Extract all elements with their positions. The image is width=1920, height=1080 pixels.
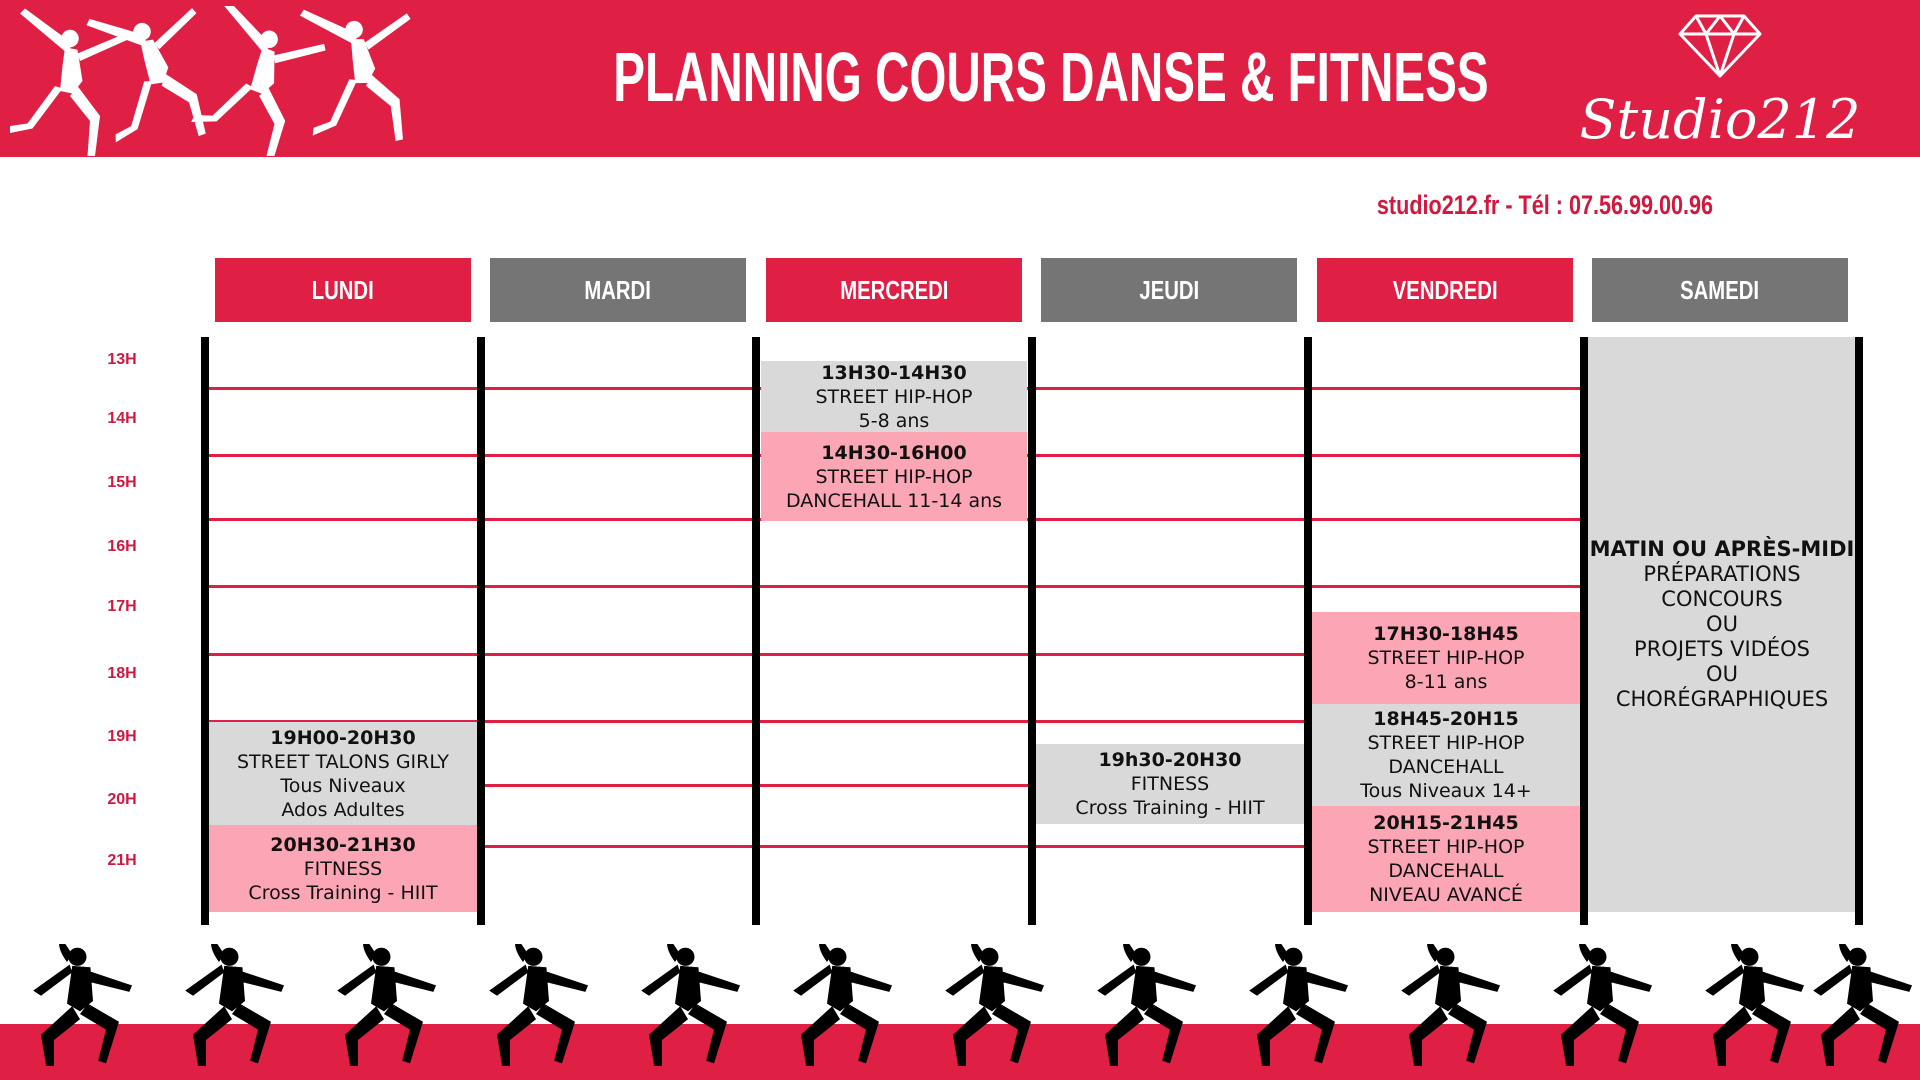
class-block: 20H15-21H45 STREET HIP-HOP DANCEHALL NIVEAU AVANCÉ bbox=[1312, 806, 1580, 912]
day-header-lundi: LUNDI bbox=[215, 258, 471, 322]
dancers-silhouette-icon bbox=[10, 6, 440, 156]
hour-label: 19H bbox=[107, 728, 137, 745]
diamond-icon bbox=[1678, 12, 1762, 80]
column-divider bbox=[752, 337, 760, 925]
class-block: 17H30-18H45 STREET HIP-HOP 8-11 ans bbox=[1312, 612, 1580, 704]
grid-line bbox=[205, 585, 1585, 588]
class-block: 13H30-14H30 STREET HIP-HOP 5-8 ans bbox=[761, 361, 1027, 432]
column-divider bbox=[1855, 337, 1863, 925]
hour-label: 17H bbox=[107, 598, 137, 615]
brand-name: Studio212 bbox=[1579, 88, 1861, 151]
jumping-dancers-icon bbox=[0, 944, 1920, 1080]
contact-info: studio212.fr - Tél : 07.56.99.00.96 bbox=[1376, 190, 1714, 220]
column-divider bbox=[1304, 337, 1312, 925]
class-block: 20H30-21H30 FITNESS Cross Training - HIIT bbox=[209, 825, 477, 912]
hour-label: 16H bbox=[107, 538, 137, 555]
hour-label: 15H bbox=[107, 474, 137, 491]
saturday-block: MATIN OU APRÈS-MIDI PRÉPARATIONS CONCOURS OU PROJETS VIDÉOS OU CHORÉGRAPHIQUES bbox=[1588, 337, 1856, 912]
hour-label: 20H bbox=[107, 791, 137, 808]
page-title: PLANNING COURS DANSE & FITNESS bbox=[613, 38, 1489, 116]
column-divider bbox=[1028, 337, 1036, 925]
hour-label: 14H bbox=[107, 410, 137, 427]
hour-label: 21H bbox=[107, 852, 137, 869]
day-header-vendredi: VENDREDI bbox=[1317, 258, 1573, 322]
day-header-samedi: SAMEDI bbox=[1592, 258, 1848, 322]
column-divider bbox=[477, 337, 485, 925]
day-header-mercredi: MERCREDI bbox=[766, 258, 1022, 322]
studio-logo bbox=[1550, 8, 1890, 153]
class-block: 14H30-16H00 STREET HIP-HOP DANCEHALL 11-14 ans bbox=[761, 432, 1027, 521]
hour-label: 18H bbox=[107, 665, 137, 682]
column-divider bbox=[201, 337, 209, 925]
class-block: 18H45-20H15 STREET HIP-HOP DANCEHALL Tous Niveaux 14+ bbox=[1312, 704, 1580, 806]
day-header-mardi: MARDI bbox=[490, 258, 746, 322]
class-block: 19h30-20H30 FITNESS Cross Training - HIIT bbox=[1036, 744, 1304, 824]
day-header-jeudi: JEUDI bbox=[1041, 258, 1297, 322]
class-block: 19H00-20H30 STREET TALONS GIRLY Tous Niveaux Ados Adultes bbox=[209, 722, 477, 825]
column-divider bbox=[1580, 337, 1588, 925]
hour-label: 13H bbox=[107, 351, 137, 368]
